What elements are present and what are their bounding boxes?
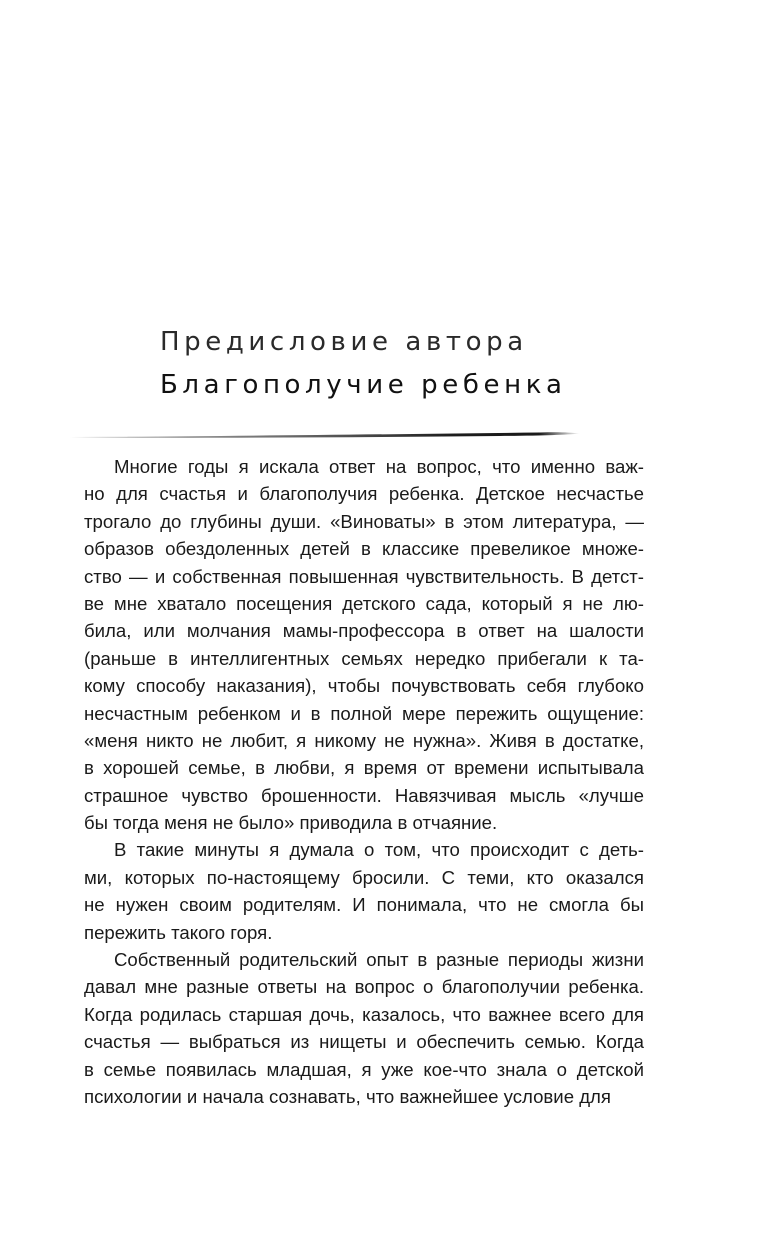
text-line: несчастным ребенком и в полной мере пережить ощущение: — [84, 702, 644, 724]
text-line: ство — и собственная повышенная чувствительность. В детст- — [84, 565, 644, 587]
text-line: в хорошей семье, в любви, я время от времени испытывала — [84, 757, 644, 779]
text-line: била, или молчания мамы-профессора в ответ на шалости — [84, 620, 644, 642]
text-line: образов обездоленных детей в классике превеликое множе- — [84, 538, 644, 560]
text-line: В такие минуты я думала о том, что происходит с деть- — [114, 839, 644, 861]
text-line: психологии и начала сознавать, что важнейшее условие для — [84, 1085, 611, 1107]
text-line: Когда родилась старшая дочь, казалось, что важнее всего для — [84, 1003, 644, 1025]
body-text — [84, 453, 644, 1110]
chapter-heading — [160, 324, 680, 403]
text-line: в семье появилась младшая, я уже кое-что знала о детской — [84, 1058, 644, 1080]
text-line: бы тогда меня не было» приводила в отчаяние. — [84, 812, 498, 834]
text-line: счастья — выбраться из нищеты и обеспечить семью. Когда — [84, 1031, 644, 1053]
text-line: ве мне хватало посещения детского сада, который я не лю- — [84, 592, 644, 614]
text-line: (раньше в интеллигентных семьях нередко прибегали к та- — [84, 647, 644, 669]
text-line: Многие годы я искала ответ на вопрос, что именно важ- — [114, 456, 644, 477]
text-line: кому способу наказания), чтобы почувствовать себя глубоко — [84, 675, 644, 697]
paragraph — [84, 836, 644, 946]
text-line: но для счастья и благополучия ребенка. Детское несчастье — [84, 483, 644, 505]
text-line: не нужен своим родителям. И понимала, что не смогла бы — [84, 894, 644, 916]
text-line: Собственный родительский опыт в разные периоды жизни — [114, 949, 644, 971]
decorative-brush-rule — [70, 427, 580, 441]
text-line: страшное чувство брошенности. Навязчивая мысль «лучше — [84, 784, 644, 806]
text-line: «меня никто не любит, я никому не нужна». Живя в достатке, — [84, 729, 644, 751]
section-pre-title: Предисловие автора — [160, 327, 528, 357]
paragraph — [84, 453, 644, 836]
paragraph — [84, 946, 644, 1110]
text-line: трогало до глубины души. «Виноваты» в этом литература, — — [84, 510, 644, 532]
text-line: ми, которых по-настоящему бросили. С теми, кто оказался — [84, 866, 644, 888]
text-line: давал мне разные ответы на вопрос о благополучии ребенка. — [84, 976, 644, 998]
chapter-title: Благополучие ребенка — [160, 370, 567, 400]
text-line: пережить такого горя. — [84, 921, 273, 943]
